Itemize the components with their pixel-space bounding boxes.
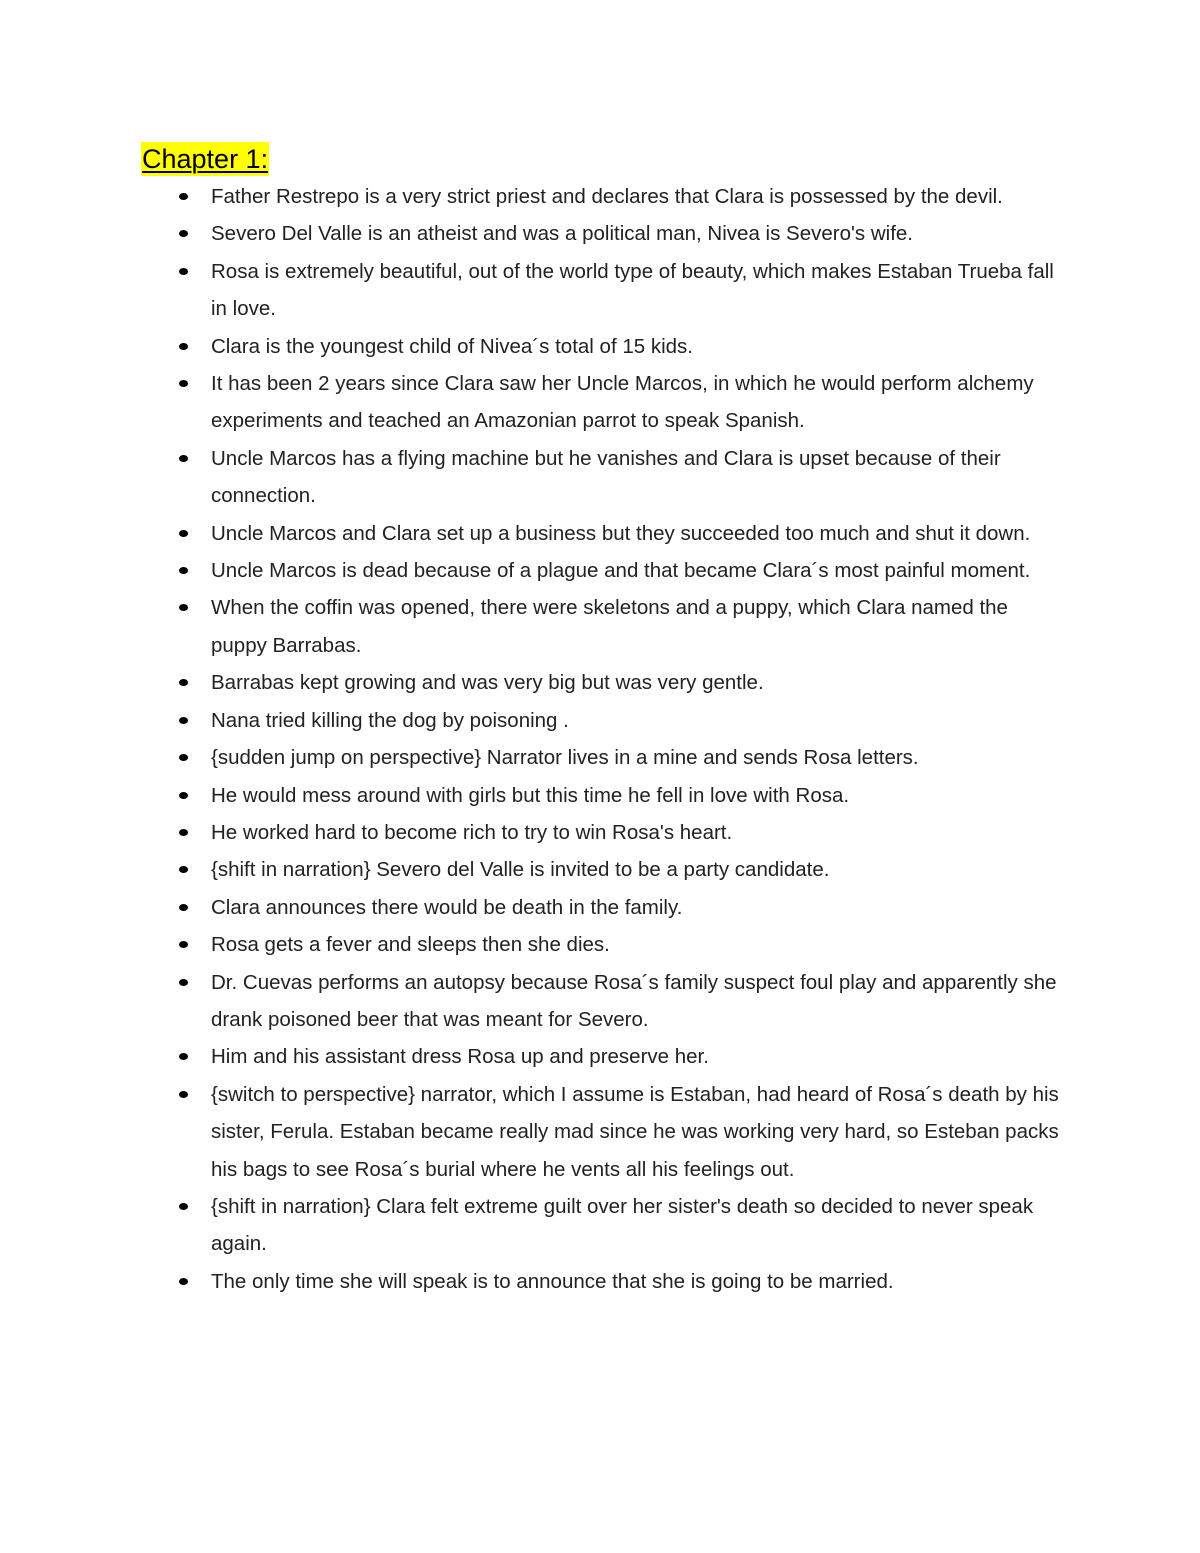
- list-item-text: Nana tried killing the dog by poisoning .: [211, 708, 569, 732]
- list-item: [141, 552, 1061, 589]
- list-item-text: Rosa gets a fever and sleeps then she dies.: [211, 933, 610, 957]
- list-item: [141, 964, 1061, 1039]
- list-item: [141, 1038, 1061, 1075]
- bullet-icon: [179, 567, 188, 574]
- list-item-text: Him and his assistant dress Rosa up and preserve her.: [211, 1045, 709, 1069]
- bullet-icon: [179, 1203, 188, 1210]
- list-item: [141, 777, 1061, 814]
- list-item-text: {shift in narration} Severo del Valle is invited to be a party candidate.: [211, 858, 830, 882]
- list-item-text: Severo Del Valle is an atheist and was a political man, Nivea is Severo's wife.: [211, 222, 914, 246]
- list-item-text: Uncle Marcos is dead because of a plague and that became Clara´s most painful moment.: [211, 559, 1031, 583]
- list-item: [141, 702, 1061, 739]
- list-item-text: Rosa is extremely beautiful, out of the world type of beauty, which makes Estaban Trueba fall in love.: [211, 259, 1054, 321]
- list-item-text: Uncle Marcos has a flying machine but he vanishes and Clara is upset because of their connection.: [211, 446, 1001, 508]
- list-item: [141, 215, 1061, 252]
- bullet-icon: [179, 792, 188, 799]
- bullet-icon: [179, 941, 188, 948]
- list-item-text: He worked hard to become rich to try to win Rosa's heart.: [211, 820, 733, 844]
- list-item: [141, 253, 1061, 328]
- list-item-text: The only time she will speak is to announce that she is going to be married.: [211, 1269, 894, 1293]
- list-item: [141, 1263, 1061, 1300]
- bullet-icon: [179, 979, 188, 986]
- list-item-text: Father Restrepo is a very strict priest and declares that Clara is possessed by the devil.: [211, 185, 1003, 208]
- list-item-text: It has been 2 years since Clara saw her Uncle Marcos, in which he would perform alchemy experiments and teached an Amazonian parrot to speak Spanish.: [211, 372, 1034, 433]
- bullet-icon: [179, 193, 188, 200]
- list-item-text: Dr. Cuevas performs an autopsy because Rosa´s family suspect foul play and apparently she drank poisoned beer that was meant for Severo.: [211, 970, 1057, 1031]
- list-item: [141, 365, 1061, 440]
- list-item: [141, 851, 1061, 888]
- list-item-text: Barrabas kept growing and was very big but was very gentle.: [211, 671, 764, 695]
- list-item: [141, 926, 1061, 963]
- bullet-icon: [179, 754, 188, 761]
- list-item: [141, 178, 1061, 215]
- list-item-text: Clara is the youngest child of Nivea´s total of 15 kids.: [211, 334, 693, 358]
- list-item-text: Uncle Marcos and Clara set up a business but they succeeded too much and shut it down.: [211, 521, 1031, 545]
- bullet-icon: [179, 343, 188, 350]
- list-item: [141, 739, 1061, 776]
- list-item: [141, 440, 1061, 515]
- bullet-icon: [179, 380, 188, 387]
- list-item-text: {switch to perspective} narrator, which I assume is Estaban, had heard of Rosa´s death by his sister, Ferula. Estaban became really mad since he was working very hard, so Esteban packs his bags to see Rosa´s burial where he vents all his feelings out.: [211, 1082, 1059, 1181]
- list-item: [141, 328, 1061, 365]
- bullet-icon: [179, 829, 188, 836]
- list-item: [141, 889, 1061, 926]
- bullet-icon: [179, 268, 188, 275]
- bullet-icon: [179, 1053, 188, 1060]
- bullet-icon: [179, 717, 188, 724]
- bullet-list: [141, 178, 1061, 1300]
- list-item: [141, 814, 1061, 851]
- list-item-text: Clara announces there would be death in the family.: [211, 895, 683, 919]
- bullet-icon: [179, 1278, 188, 1285]
- list-item-text: {sudden jump on perspective} Narrator lives in a mine and sends Rosa letters.: [211, 746, 919, 770]
- list-item: [141, 589, 1061, 664]
- chapter-heading: Chapter 1:: [142, 144, 269, 174]
- list-item: [141, 1076, 1061, 1188]
- list-item: [141, 515, 1061, 552]
- document-content: [141, 142, 1061, 1300]
- bullet-icon: [179, 455, 188, 462]
- bullet-icon: [179, 530, 188, 537]
- bullet-icon: [179, 1091, 188, 1098]
- list-item: [141, 664, 1061, 701]
- list-item: [141, 1188, 1061, 1263]
- list-item-text: He would mess around with girls but this time he fell in love with Rosa.: [211, 783, 850, 807]
- bullet-icon: [179, 904, 188, 911]
- list-item-text: When the coffin was opened, there were skeletons and a puppy, which Clara named the puppy Barrabas.: [211, 596, 1008, 657]
- list-item-text: {shift in narration} Clara felt extreme guilt over her sister's death so decided to never speak again.: [211, 1194, 1034, 1256]
- bullet-icon: [179, 866, 188, 873]
- bullet-icon: [179, 679, 188, 686]
- bullet-icon: [179, 604, 188, 611]
- bullet-icon: [179, 230, 188, 237]
